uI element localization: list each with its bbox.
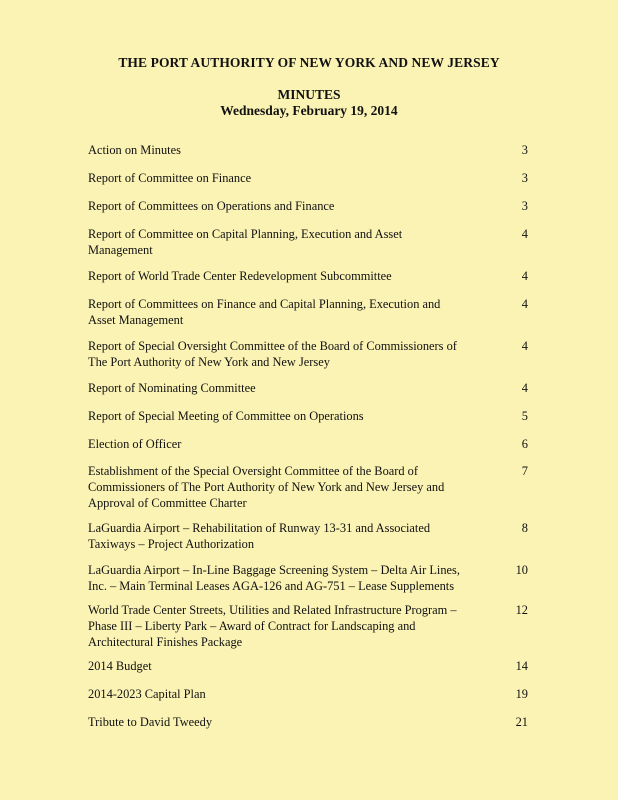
toc-entry-title: Action on Minutes bbox=[88, 143, 181, 157]
toc-entry-page: 10 bbox=[515, 563, 528, 577]
toc-entry-page: 19 bbox=[515, 687, 528, 701]
toc-entry-page: 4 bbox=[521, 227, 528, 241]
toc-entry-page: 3 bbox=[521, 199, 528, 213]
toc-entry-title: Election of Officer bbox=[88, 437, 182, 451]
toc-entry-title: Report of Committees on Operations and Finance bbox=[88, 199, 335, 213]
toc-entry-page: 5 bbox=[521, 409, 528, 423]
toc-entry-title: Establishment of the Special Oversight Committee of the Board of Commissioners of The Port Authority of New York and New Jersey and Approval of Committee Charter bbox=[88, 464, 445, 510]
toc-entry-title: Report of World Trade Center Redevelopment Subcommittee bbox=[88, 269, 392, 283]
toc-entry-title: LaGuardia Airport – In-Line Baggage Screening System – Delta Air Lines, Inc. – Main Terminal Leases AGA-126 and AG-751 – Lease Supplements bbox=[88, 563, 460, 593]
toc-entry-page: 4 bbox=[521, 297, 528, 311]
toc-entry-page: 7 bbox=[521, 464, 528, 478]
toc-entry-title: Report of Committee on Finance bbox=[88, 171, 252, 185]
toc-entry-page: 3 bbox=[521, 171, 528, 185]
minutes-title: MINUTES bbox=[277, 87, 341, 102]
toc-entry-title: Report of Special Oversight Committee of the Board of Commissioners of The Port Authority of New York and New Jersey bbox=[88, 339, 457, 369]
toc-entry-title: Report of Committee on Capital Planning, Execution and Asset Management bbox=[88, 227, 403, 257]
toc-entry-page: 14 bbox=[515, 659, 528, 673]
toc-entry-page: 21 bbox=[515, 715, 528, 729]
toc-entry-title: Tribute to David Tweedy bbox=[88, 715, 213, 729]
toc-entry-page: 4 bbox=[521, 269, 528, 283]
toc-entry-title: 2014-2023 Capital Plan bbox=[88, 687, 206, 701]
toc-entry-title: Report of Special Meeting of Committee on Operations bbox=[88, 409, 364, 423]
minutes-date: Wednesday, February 19, 2014 bbox=[220, 103, 398, 118]
toc-entry-title: 2014 Budget bbox=[88, 659, 152, 673]
toc-entry-page: 4 bbox=[521, 339, 528, 353]
organization-title: THE PORT AUTHORITY OF NEW YORK AND NEW JERSEY bbox=[118, 55, 500, 70]
toc-entry-page: 12 bbox=[515, 603, 528, 617]
toc-entry-title: LaGuardia Airport – Rehabilitation of Runway 13-31 and Associated Taxiways – Project Authorization bbox=[88, 521, 431, 551]
toc-entry-page: 3 bbox=[521, 143, 528, 157]
toc-entry-title: Report of Nominating Committee bbox=[88, 381, 256, 395]
toc-entry-title: World Trade Center Streets, Utilities and Related Infrastructure Program – Phase III – Liberty Park – Award of Contract for Landscaping and Architectural Finishes Package bbox=[88, 603, 457, 649]
toc-entry-page: 6 bbox=[521, 437, 528, 451]
toc-entry-title: Report of Committees on Finance and Capital Planning, Execution and Asset Management bbox=[88, 297, 441, 327]
toc-entry-page: 4 bbox=[521, 381, 528, 395]
toc-entry-page: 8 bbox=[521, 521, 528, 535]
